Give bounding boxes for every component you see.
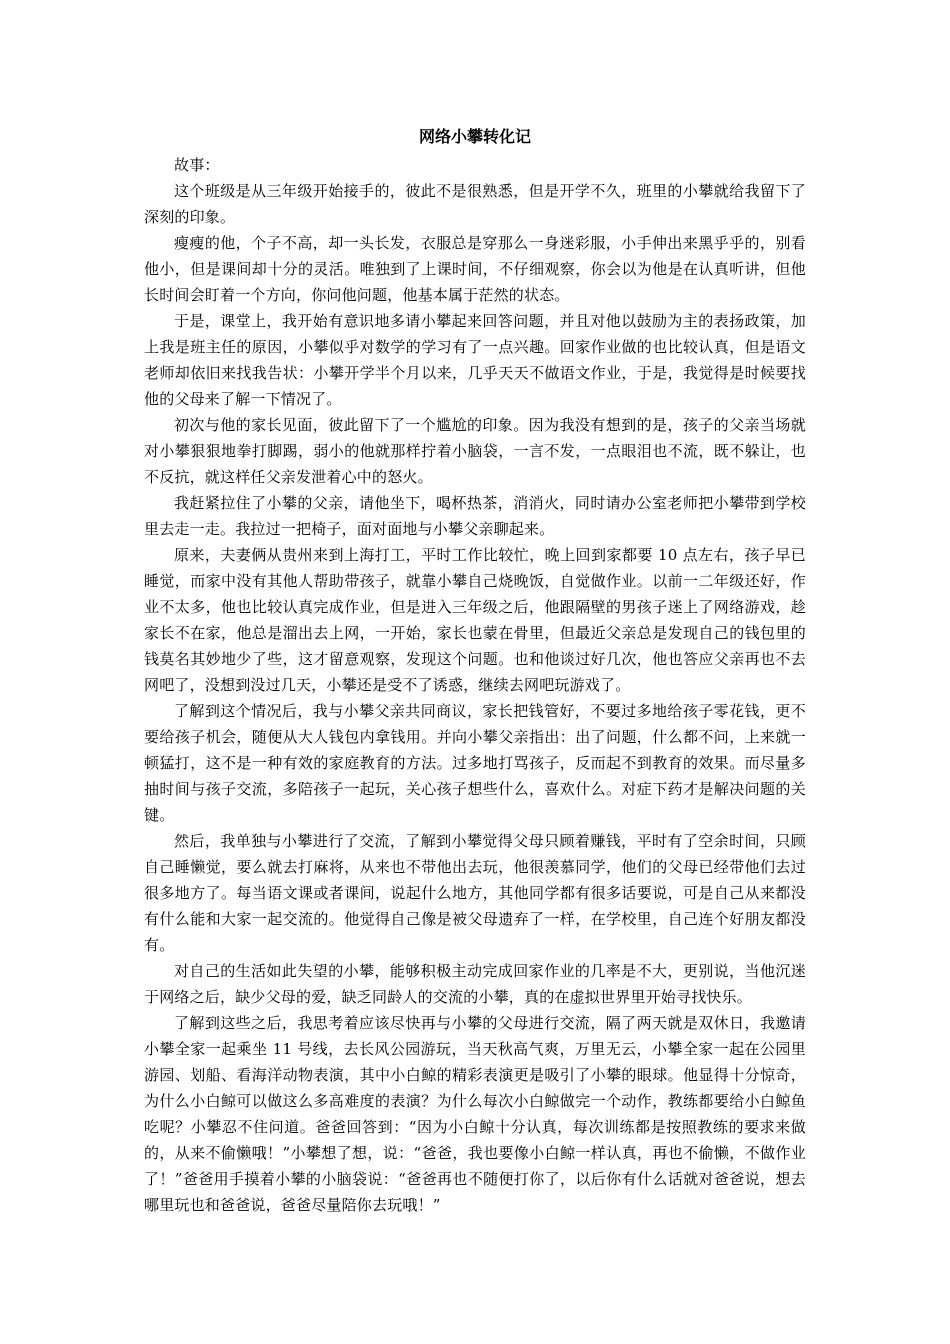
document-title: 网络小攀转化记 [418, 127, 531, 146]
paragraph: 了解到这个情况后，我与小攀父亲共同商议，家长把钱管好，不要过多地给孩子零花钱，更不要给孩子机会，随便从大人钱包内拿钱用。并向小攀父亲指出：出了问题，什么都不问，上来就一顿猛打，这不是一种有效的家庭教育的方法。过多地打骂孩子，反而起不到教育的效果。而尽量多抽时间与孩子交流，多陪孩子一起玩，关心孩子想些什么，喜欢什么。对症下药才是解决问题的关键。 [144, 702, 806, 824]
paragraph: 我赶紧拉住了小攀的父亲，请他坐下，喝杯热茶，消消火，同时请办公室老师把小攀带到学校里去走一走。我拉过一把椅子，面对面地与小攀父亲聊起来。 [144, 494, 806, 538]
document-page [144, 126, 806, 1218]
paragraph: 初次与他的家长见面，彼此留下了一个尴尬的印象。因为我没有想到的是，孩子的父亲当场就对小攀狠狠地拳打脚踢，弱小的他就那样拧着小脑袋，一言不发，一点眼泪也不流，既不躲让，也不反抗，就这样任父亲发泄着心中的怒火。 [144, 416, 806, 486]
paragraph: 了解到这些之后，我思考着应该尽快再与小攀的父母进行交流，隔了两天就是双休日，我邀请小攀全家一起乘坐 11 号线，去长风公园游玩，当天秋高气爽，万里无云，小攀全家一起在公园里游园、划船、看海洋动物表演，其中小白鲸的精彩表演更是吸引了小攀的眼球。他显得十分惊奇，为什么小白鲸可以做这么多高难度的表演？为什么每次小白鲸做完一个动作，教练都要给小白鲸鱼吃呢？小攀忍不住问道。爸爸回答到：“因为小白鲸十分认真，每次训练都是按照教练的要求来做的，从来不偷懒哦！”小攀想了想，说：“爸爸，我也要像小白鲸一样认真，再也不偷懒，不做作业了！”爸爸用手摸着小攀的小脑袋说：“爸爸再也不随便打你了，以后你有什么话就对爸爸说，想去哪里玩也和爸爸说，爸爸尽量陪你去玩哦！” [144, 1014, 806, 1214]
paragraph: 瘦瘦的他，个子不高，却一头长发，衣服总是穿那么一身迷彩服，小手伸出来黑乎乎的，别看他小，但是课间却十分的灵活。唯独到了上课时间，不仔细观察，你会以为他是在认真听讲，但他长时间会盯着一个方向，你问他问题，他基本属于茫然的状态。 [144, 234, 806, 304]
paragraph: 于是，课堂上，我开始有意识地多请小攀起来回答问题，并且对他以鼓励为主的表扬政策，加上我是班主任的原因，小攀似乎对数学的学习有了一点兴趣。回家作业做的也比较认真，但是语文老师却依旧来找我告状：小攀开学半个月以来，几乎天天不做语文作业，于是，我觉得是时候要找他的父母来了解一下情况了。 [144, 312, 806, 408]
paragraph: 对自己的生活如此失望的小攀，能够积极主动完成回家作业的几率是不大，更别说，当他沉迷于网络之后，缺少父母的爱，缺乏同龄人的交流的小攀，真的在虚拟世界里开始寻找快乐。 [144, 962, 806, 1006]
paragraph: 然后，我单独与小攀进行了交流，了解到小攀觉得父母只顾着赚钱，平时有了空余时间，只顾自己睡懒觉，要么就去打麻将，从来也不带他出去玩，他很羡慕同学，他们的父母已经带他们去过很多地方了。每当语文课或者课间，说起什么地方，其他同学都有很多话要说，可是自己从来都没有什么能和大家一起交流的。他觉得自己像是被父母遗弃了一样，在学校里，自己连个好朋友都没有。 [144, 832, 806, 954]
paragraph: 原来，夫妻俩从贵州来到上海打工，平时工作比较忙，晚上回到家都要 10 点左右，孩子早已睡觉，而家中没有其他人帮助带孩子，就靠小攀自己烧晚饭，自觉做作业。以前一二年级还好，作业不太多，他也比较认真完成作业，但是进入三年级之后，他跟隔壁的男孩子迷上了网络游戏，趁家长不在家，他总是溜出去上网，一开始，家长也蒙在骨里，但最近父亲总是发现自己的钱包里的钱莫名其妙地少了些，这才留意观察，发现这个问题。也和他谈过好几次，他也答应父亲再也不去网吧了，没想到没过几天，小攀还是受不了诱惑，继续去网吧玩游戏了。 [144, 546, 806, 694]
paragraph: 故事： [174, 156, 220, 174]
paragraph: 这个班级是从三年级开始接手的，彼此不是很熟悉，但是开学不久，班里的小攀就给我留下了深刻的印象。 [144, 182, 806, 226]
